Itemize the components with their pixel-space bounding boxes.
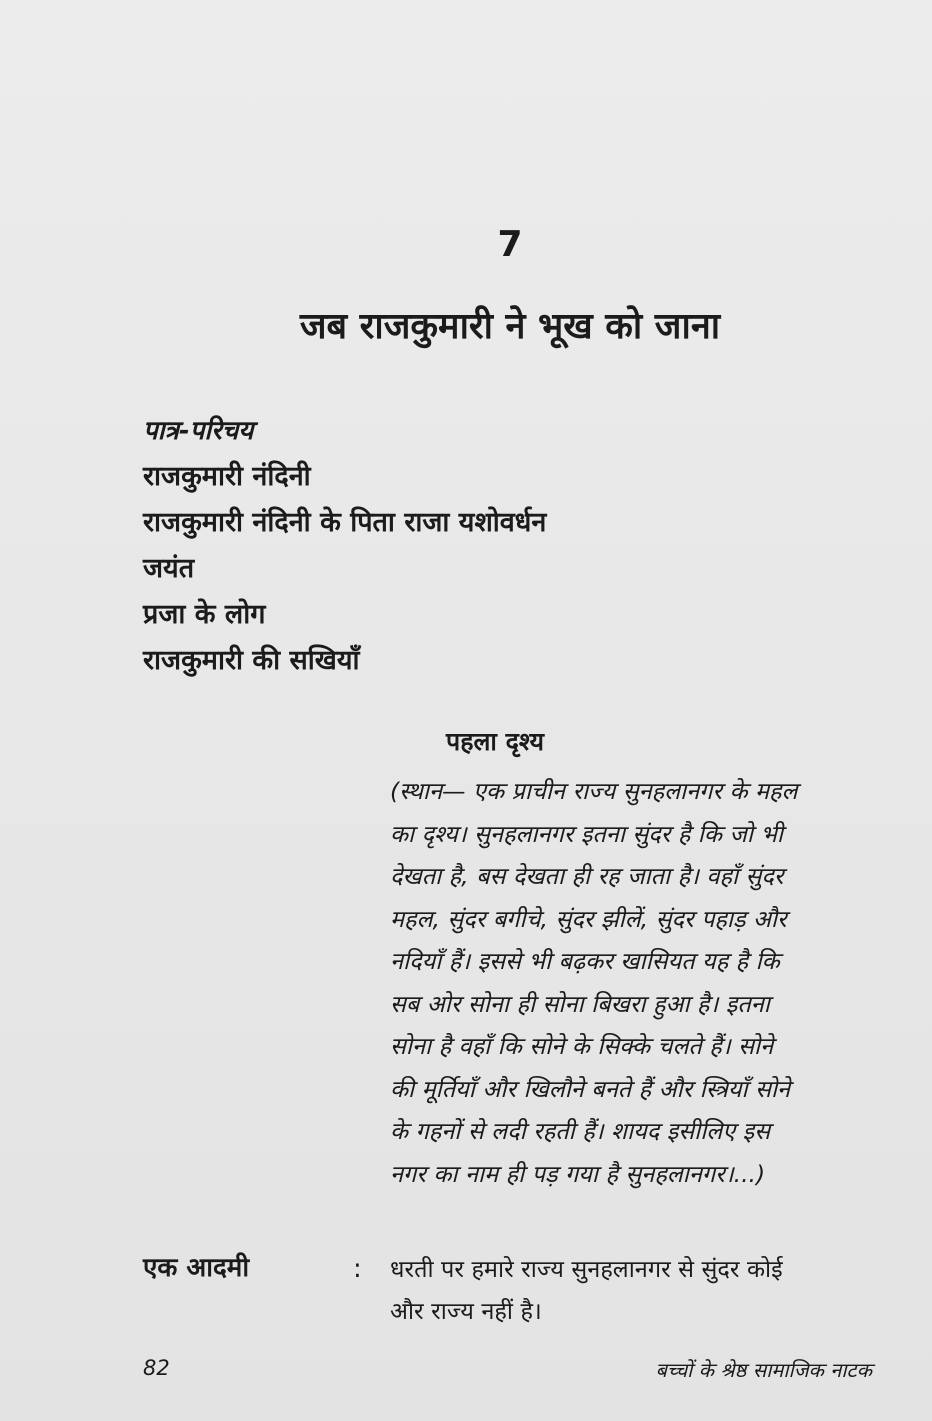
stage-line: का दृश्य। सुनहलानगर इतना सुंदर है कि जो भी [390,819,783,848]
cast-item: राजकुमारी नंदिनी के पिता राजा यशोवर्धन [143,507,547,538]
speech-text [390,1248,890,1332]
stage-directions [390,770,885,1195]
stage-line: सोना है वहाँ कि सोने के सिक्के चलते हैं। सोने [390,1032,774,1060]
cast-item: प्रजा के लोग [143,599,266,630]
cast-heading: पात्र-परिचय [143,416,254,446]
cast-item: राजकुमारी की सखियाँ [143,645,360,676]
stage-line: नदियाँ हैं। इससे भी बढ़कर खासियत यह है कि [390,947,780,975]
page-number: 82 [143,1356,170,1380]
chapter-title: जब राजकुमारी ने भूख को जाना [299,306,721,347]
running-footer-book-title: बच्चों के श्रेष्ठ सामाजिक नाटक [655,1358,872,1382]
stage-line: महल, सुंदर बगीचे, सुंदर झीलें, सुंदर पहाड़ और [390,904,787,933]
speech-line: धरती पर हमारे राज्य सुनहलानगर से सुंदर कोई [390,1255,783,1283]
chapter-number: 7 [497,224,523,265]
stage-line: नगर का नाम ही पड़ गया है सुनहलानगर।...) [390,1159,766,1188]
stage-line: सब ओर सोना ही सोना बिखरा हुआ है। इतना [390,989,770,1018]
dialogue-block [143,1248,888,1358]
stage-line: के गहनों से लदी रहती हैं। शायद इसीलिए इस [390,1117,771,1145]
scene-title: पहला दृश्य [446,727,545,756]
stage-line: की मूर्तियाँ और खिलौने बनते हैं और स्त्रियाँ सोने [390,1074,791,1103]
stage-line: देखता है, बस देखता ही रह जाता है। वहाँ सुंदर [390,862,784,890]
cast-item: जयंत [143,553,195,584]
speaker-name: एक आदमी [143,1253,250,1283]
cast-item: राजकुमारी नंदिनी [143,461,311,492]
stage-line: (स्थान— एक प्राचीन राज्य सुनहलानगर के महल [390,777,798,805]
speech-line: और राज्य नहीं है। [390,1297,542,1325]
cast-list [143,408,883,684]
speaker-separator: : [353,1254,362,1284]
